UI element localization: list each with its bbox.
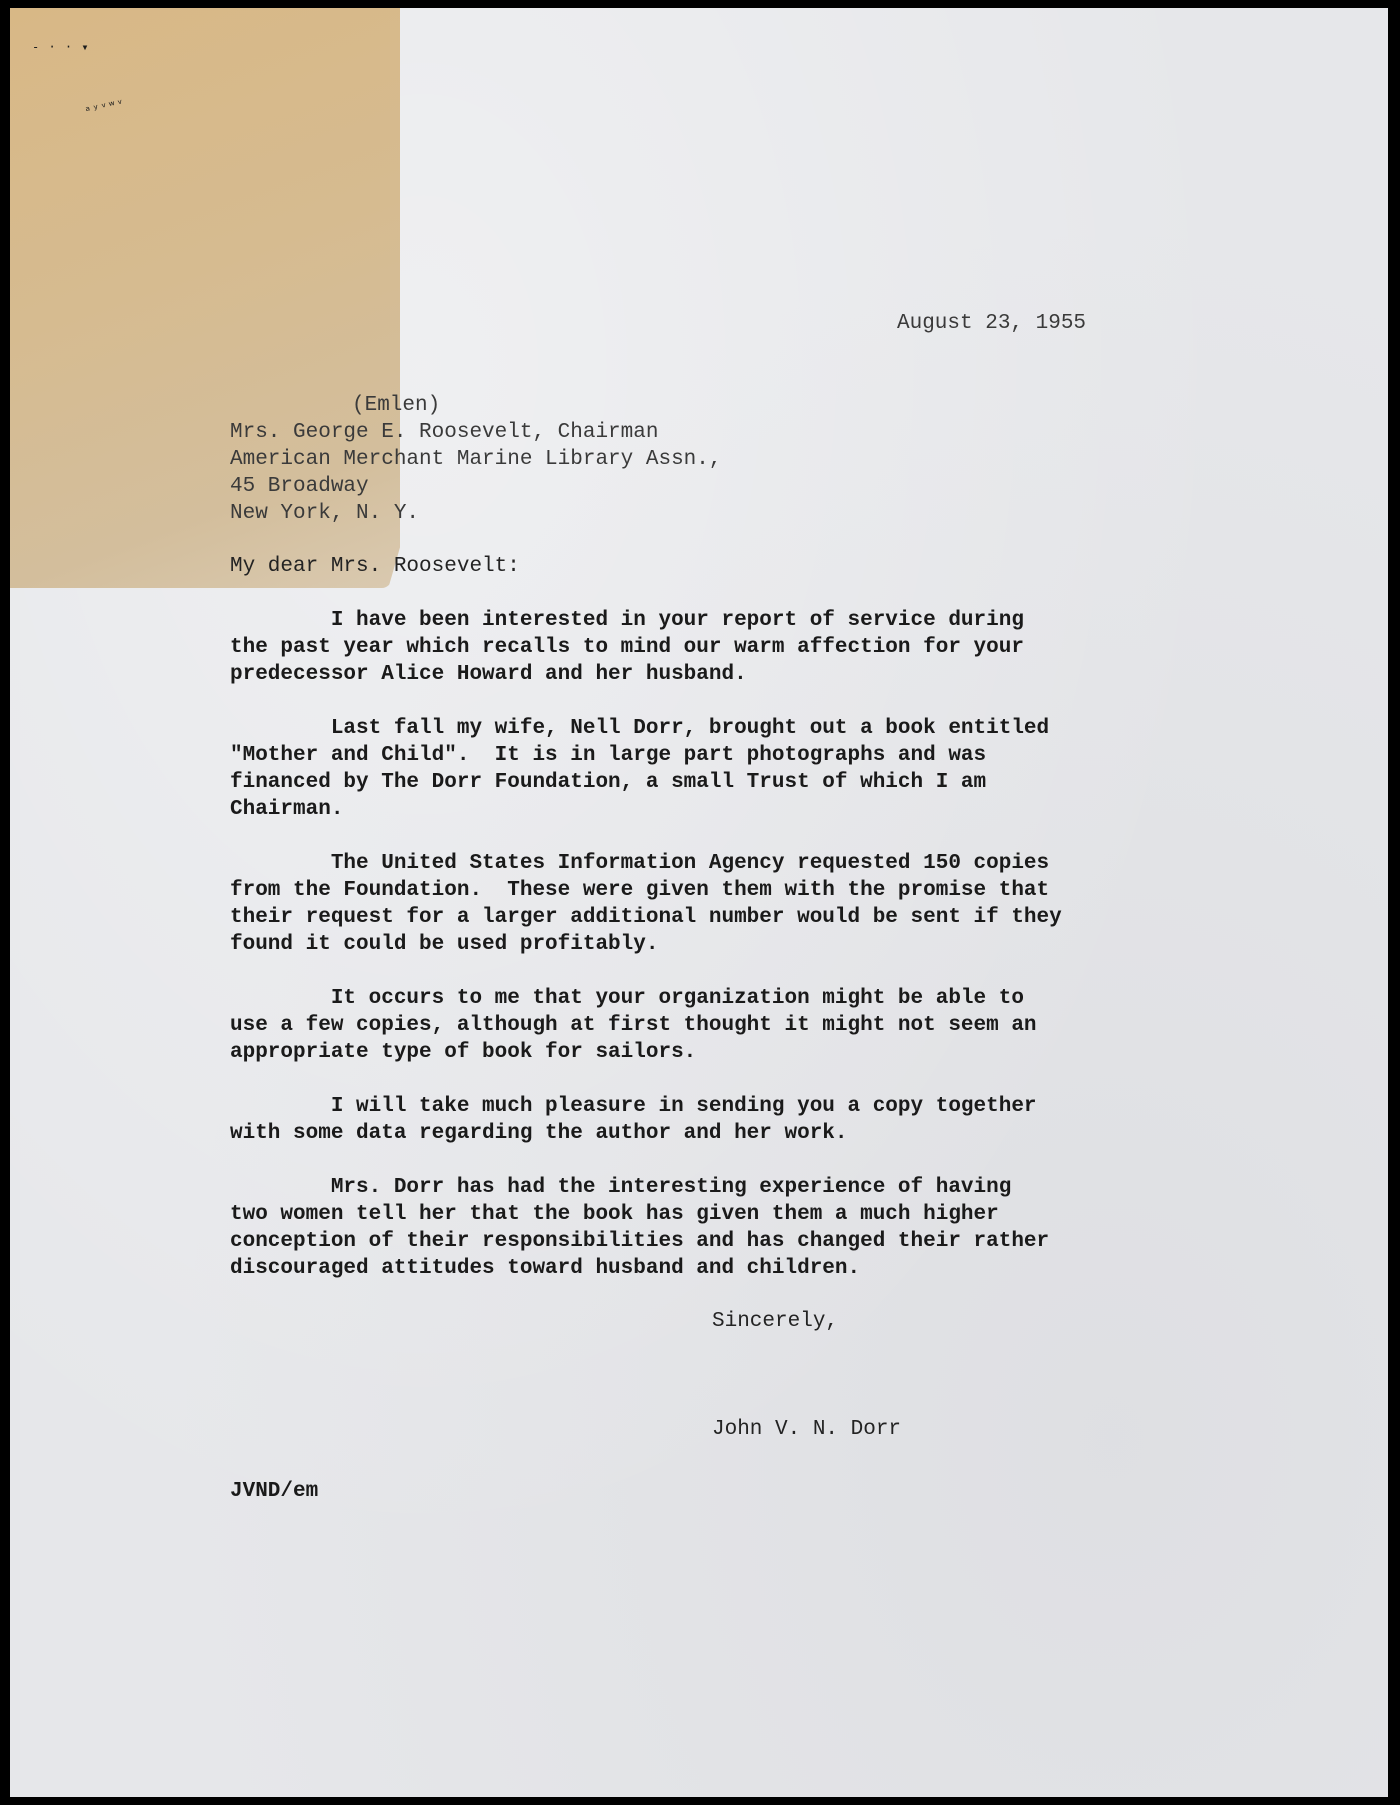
- corner-mark-stamp: ᵃʸᵛʷᵛ: [82, 95, 127, 119]
- paragraph-line: financed by The Dorr Foundation, a small Trust of which I am: [230, 771, 987, 794]
- salutation: My dear Mrs. Roosevelt:: [230, 555, 520, 578]
- reference-initials: JVND/em: [230, 1480, 319, 1503]
- paragraph-line: the past year which recalls to mind our warm affection for your: [230, 636, 1024, 659]
- letter-date: August 23, 1955: [897, 312, 1087, 335]
- paragraph-line: I will take much pleasure in sending you a copy together: [230, 1095, 1037, 1118]
- paragraph-line: their request for a larger additional number would be sent if they: [230, 906, 1062, 929]
- paragraph-line: with some data regarding the author and her work.: [230, 1122, 848, 1145]
- paragraph-line: use a few copies, although at first thought it might not seem an: [230, 1014, 1037, 1037]
- corner-mark-top: - · · ▾: [32, 40, 90, 54]
- signature-name: John V. N. Dorr: [712, 1418, 902, 1441]
- paragraph-line: "Mother and Child". It is in large part photographs and was: [230, 744, 987, 767]
- paragraph-line: I have been interested in your report of service during: [230, 609, 1024, 632]
- paragraph-line: two women tell her that the book has given them a much higher: [230, 1203, 999, 1226]
- address-line-3: 45 Broadway: [230, 475, 369, 498]
- paragraph-line: Last fall my wife, Nell Dorr, brought out a book entitled: [230, 717, 1050, 740]
- paragraph-line: Chairman.: [230, 798, 344, 821]
- paragraph-line: appropriate type of book for sailors.: [230, 1041, 697, 1064]
- paragraph-line: Mrs. Dorr has had the interesting experience of having: [230, 1176, 1012, 1199]
- letter-page: [10, 8, 1388, 1797]
- paragraph-line: found it could be used profitably.: [230, 933, 659, 956]
- paragraph-line: conception of their responsibilities and has changed their rather: [230, 1230, 1050, 1253]
- address-line-2: American Merchant Marine Library Assn.,: [230, 448, 722, 471]
- address-attention: (Emlen): [352, 394, 441, 417]
- paragraph-line: discouraged attitudes toward husband and children.: [230, 1257, 861, 1280]
- paragraph-line: predecessor Alice Howard and her husband.: [230, 663, 747, 686]
- address-line-1: Mrs. George E. Roosevelt, Chairman: [230, 421, 659, 444]
- closing: Sincerely,: [712, 1310, 839, 1333]
- paragraph-line: from the Foundation. These were given them with the promise that: [230, 879, 1050, 902]
- address-line-4: New York, N. Y.: [230, 502, 420, 525]
- paragraph-line: The United States Information Agency requested 150 copies: [230, 852, 1050, 875]
- paragraph-line: It occurs to me that your organization might be able to: [230, 987, 1024, 1010]
